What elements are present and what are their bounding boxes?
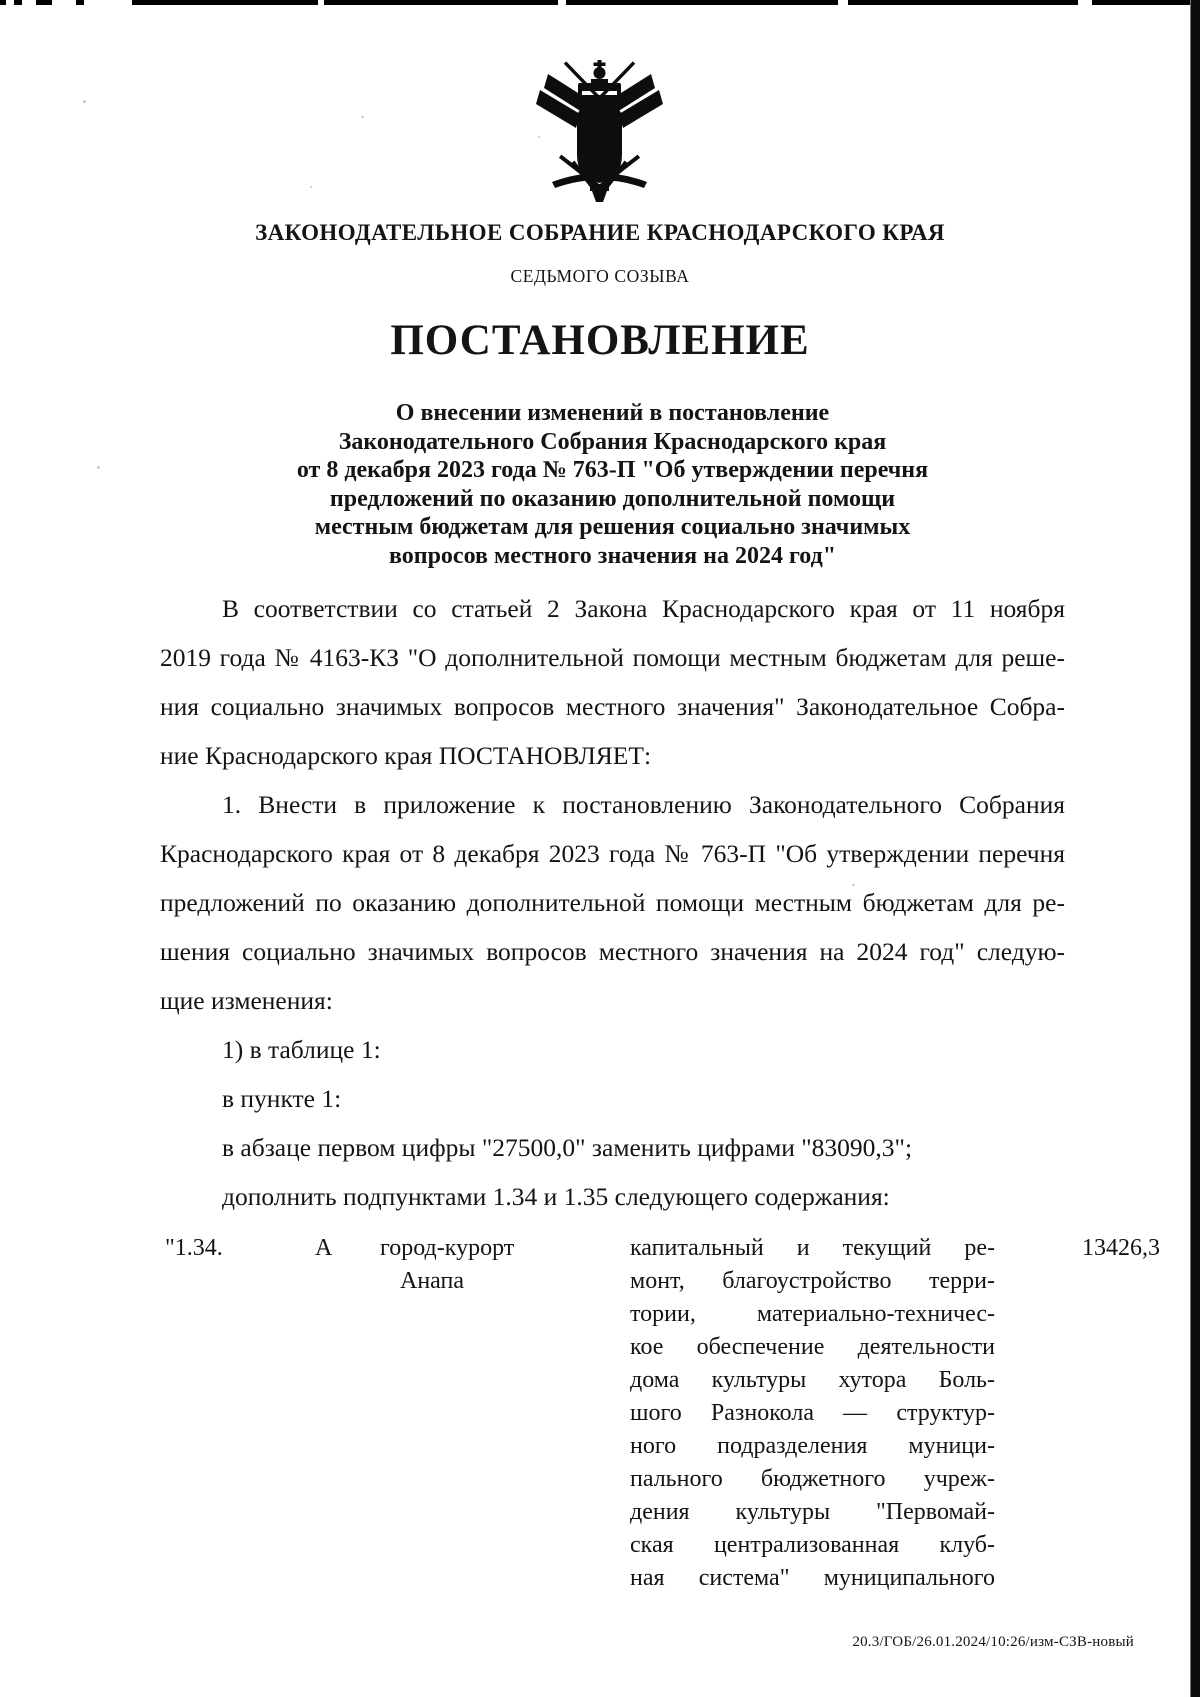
row-amount-cell: 13426,3 bbox=[1082, 1235, 1160, 1261]
coat-of-arms-icon bbox=[534, 60, 666, 208]
row-description-cell bbox=[630, 1232, 995, 1595]
body-line: 2019 года № 4163-КЗ "О дополнительной помощи местным бюджетам для реше- bbox=[160, 643, 1065, 672]
municipality-line: город-курорт bbox=[380, 1235, 515, 1261]
amendment-line: 1) в таблице 1: bbox=[222, 1035, 381, 1064]
description-line: пального бюджетного учреж- bbox=[630, 1466, 995, 1492]
description-line: тории, материально-техничес- bbox=[630, 1301, 995, 1327]
amendment-line: дополнить подпунктами 1.34 и 1.35 следующего содержания: bbox=[222, 1182, 890, 1211]
document-subject bbox=[160, 399, 1065, 570]
paragraph-preamble bbox=[160, 584, 1065, 780]
organization-title: ЗАКОНОДАТЕЛЬНОЕ СОБРАНИЕ КРАСНОДАРСКОГО КРАЯ bbox=[255, 220, 945, 245]
subject-line: предложений по оказанию дополнительной помощи bbox=[329, 485, 896, 512]
description-line: монт, благоустройство терри- bbox=[630, 1268, 995, 1294]
body-line: Краснодарского края от 8 декабря 2023 года № 763-П "Об утверждении перечня bbox=[160, 839, 1065, 868]
document-reference-code: 20.3/ГОБ/26.01.2024/10:26/изм-СЗВ-новый bbox=[852, 1634, 1134, 1650]
body-text bbox=[160, 584, 1065, 1221]
document-type-title: ПОСТАНОВЛЕНИЕ bbox=[390, 317, 810, 364]
description-line: шого Разнокола — структур- bbox=[630, 1400, 995, 1426]
description-line: ного подразделения муници- bbox=[630, 1433, 995, 1459]
body-line: шения социально значимых вопросов местного значения на 2024 год" следую- bbox=[160, 937, 1065, 966]
scan-speck bbox=[83, 100, 86, 103]
description-line: дения культуры "Первомай- bbox=[630, 1499, 995, 1525]
body-line: предложений по оказанию дополнительной помощи местным бюджетам для ре- bbox=[160, 888, 1065, 917]
subject-line: вопросов местного значения на 2024 год" bbox=[388, 542, 837, 569]
description-line: капитальный и текущий ре- bbox=[630, 1235, 995, 1261]
scan-speck bbox=[361, 116, 364, 118]
row-letter-cell: А bbox=[315, 1235, 333, 1261]
table-row bbox=[165, 1232, 1160, 1595]
subject-line: О внесении изменений в постановление bbox=[395, 400, 830, 426]
description-line: ная система" муниципального bbox=[630, 1565, 995, 1591]
body-line: ния социально значимых вопросов местного значения" Законодательное Собра- bbox=[160, 692, 1065, 721]
subject-line: от 8 декабря 2023 года № 763-П "Об утверждении перечня bbox=[296, 457, 929, 483]
body-line: щие изменения: bbox=[160, 986, 333, 1015]
subject-line: местным бюджетам для решения социально значимых bbox=[314, 514, 911, 540]
body-line: 1. Внести в приложение к постановлению Законодательного Собрания bbox=[222, 790, 1065, 819]
scan-artifact-top-band bbox=[0, 0, 1200, 5]
paragraph-item-1 bbox=[160, 780, 1065, 1025]
subject-line: Законодательного Собрания Краснодарского края bbox=[338, 428, 887, 455]
row-number-cell: "1.34. bbox=[165, 1235, 223, 1261]
body-line: В соответствии со статьей 2 Закона Краснодарского края от 11 ноября bbox=[222, 594, 1065, 623]
amendment-line: в абзаце первом цифры "27500,0" заменить цифрами "83090,3"; bbox=[222, 1133, 913, 1162]
scan-speck bbox=[97, 466, 100, 469]
scan-artifact-right-band bbox=[1190, 0, 1200, 1697]
body-line: ние Краснодарского края ПОСТАНОВЛЯЕТ: bbox=[160, 741, 652, 770]
description-line: ская централизованная клуб- bbox=[630, 1532, 995, 1558]
scan-speck bbox=[310, 186, 312, 188]
description-line: дома культуры хутора Боль- bbox=[630, 1367, 995, 1393]
municipality-line: Анапа bbox=[400, 1268, 465, 1294]
description-line: кое обеспечение деятельности bbox=[630, 1334, 995, 1360]
row-municipality-cell bbox=[380, 1232, 630, 1298]
amendment-line: в пункте 1: bbox=[222, 1084, 342, 1113]
convocation-subtitle: СЕДЬМОГО СОЗЫВА bbox=[510, 266, 690, 286]
amendment-list bbox=[160, 1025, 1065, 1221]
